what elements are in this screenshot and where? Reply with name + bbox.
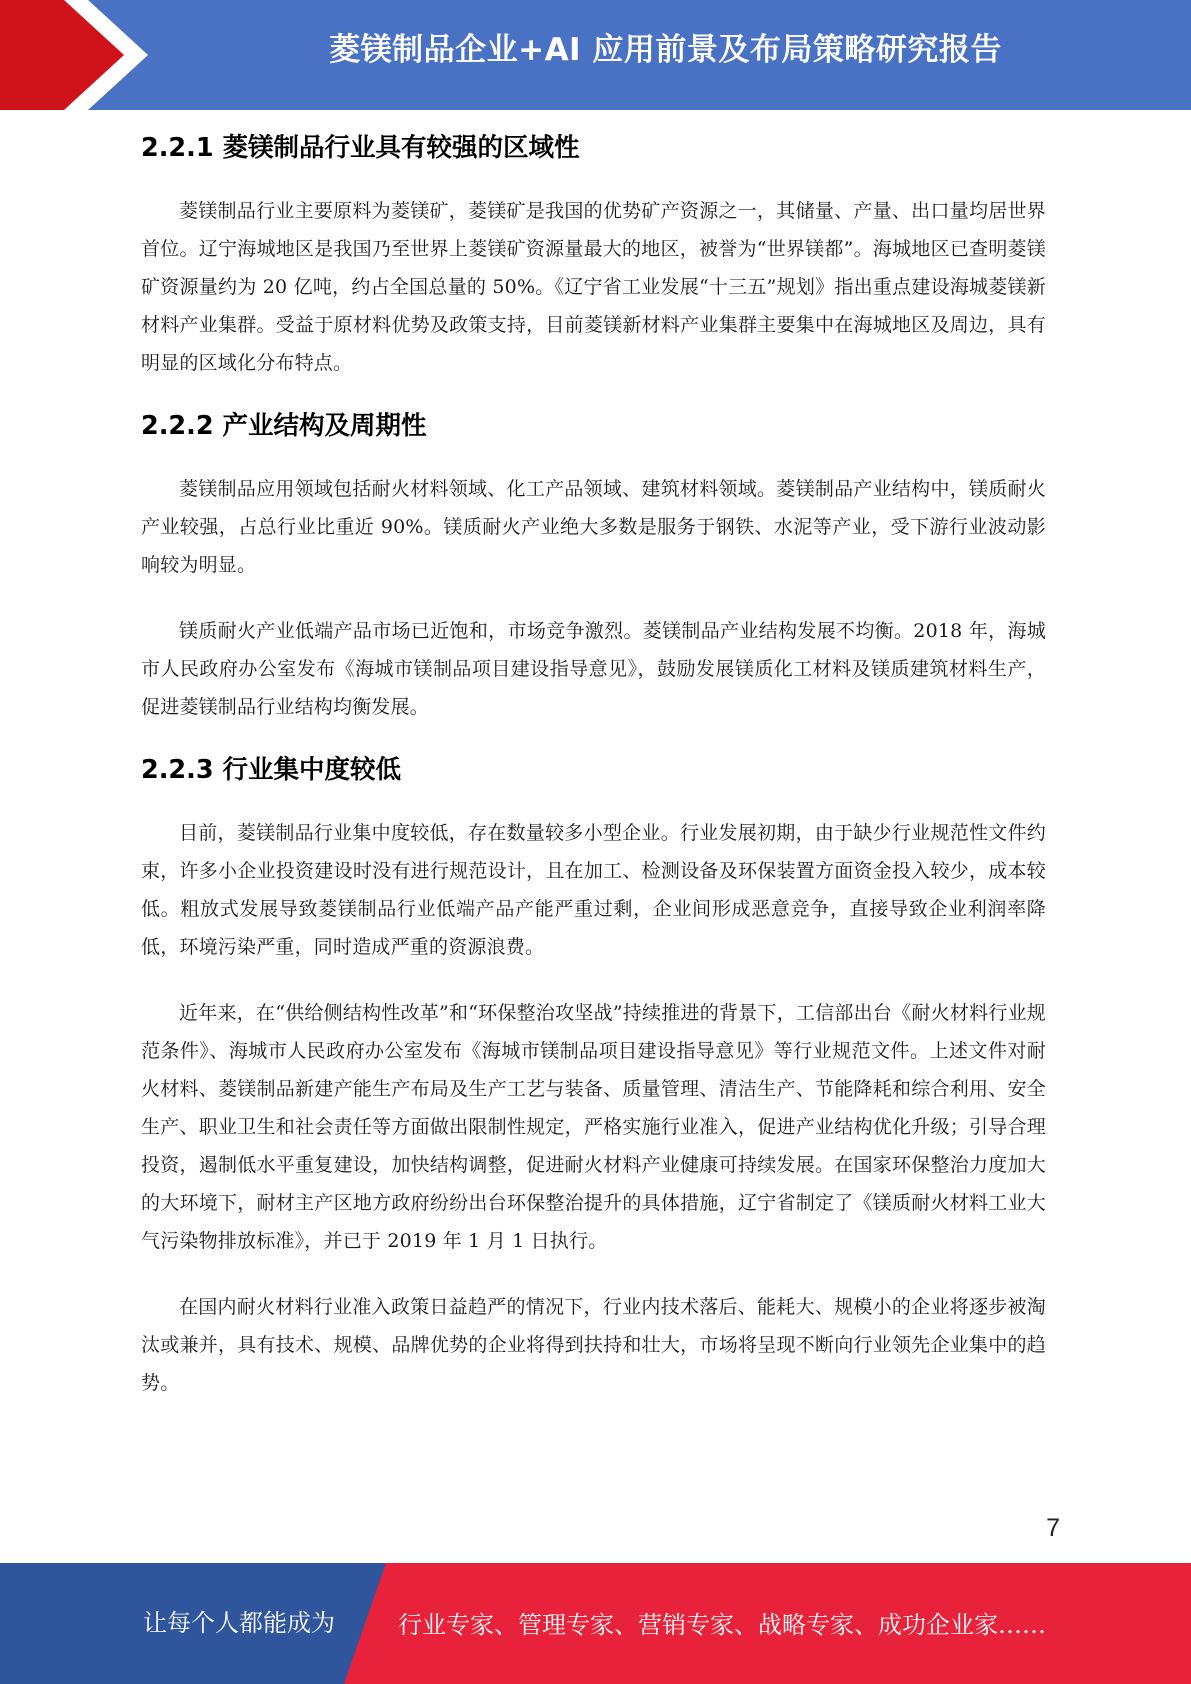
section-heading-2-2-1: 2.2.1 菱镁制品行业具有较强的区域性	[141, 133, 580, 163]
document-body	[141, 128, 1046, 1402]
page-number: 7	[1046, 1514, 1060, 1542]
paragraph: 在国内耐火材料行业准入政策日益趋严的情况下，行业内技术落后、能耗大、规模小的企业将逐步被淘汰或兼并，具有技术、规模、品牌优势的企业将得到扶持和壮大，市场将呈现不断向行业领先企业集中的趋势。	[141, 1296, 1046, 1394]
page-footer	[0, 1563, 1191, 1684]
header-title: 菱镁制品企业+AI 应用前景及布局策略研究报告	[329, 32, 1002, 68]
paragraph: 目前，菱镁制品行业集中度较低，存在数量较多小型企业。行业发展初期，由于缺少行业规范性文件约束，许多小企业投资建设时没有进行规范设计，且在加工、检测设备及环保装置方面资金投入较少，成本较低。粗放式发展导致菱镁制品行业低端产品产能严重过剩，企业间形成恶意竞争，直接导致企业利润率降低，环境污染严重，同时造成严重的资源浪费。	[141, 822, 1046, 958]
section-heading-2-2-2: 2.2.2 产业结构及周期性	[141, 411, 427, 441]
footer-slogan-left: 让每个人都能成为	[143, 1609, 335, 1637]
paragraph: 近年来，在“供给侧结构性改革”和“环保整治攻坚战”持续推进的背景下，工信部出台《耐火材料行业规范条件》、海城市人民政府办公室发布《海城市镁制品项目建设指导意见》等行业规范文件。上述文件对耐火材料、菱镁制品新建产能生产布局及生产工艺与装备、质量管理、清洁生产、节能降耗和综合利用、安全生产、职业卫生和社会责任等方面做出限制性规定，严格实施行业准入，促进产业结构优化升级；引导合理投资，遏制低水平重复建设，加快结构调整，促进耐火材料产业健康可持续发展。在国家环保整治力度加大的大环境下，耐材主产区地方政府纷纷出台环保整治提升的具体措施，辽宁省制定了《镁质耐火材料工业大气污染物排放标准》，并已于 2019 年 1 月 1 日执行。	[141, 1002, 1046, 1252]
section-heading-2-2-3: 2.2.3 行业集中度较低	[141, 755, 401, 785]
paragraph: 菱镁制品行业主要原料为菱镁矿，菱镁矿是我国的优势矿产资源之一，其储量、产量、出口量均居世界首位。辽宁海城地区是我国乃至世界上菱镁矿资源量最大的地区，被誉为“世界镁都”。海城地区已查明菱镁矿资源量约为 20 亿吨，约占全国总量的 50%。《辽宁省工业发展“十三五”规划》指出重点建设海城菱镁新材料产业集群。受益于原材料优势及政策支持，目前菱镁新材料产业集群主要集中在海城地区及周边，具有明显的区域化分布特点。	[141, 200, 1046, 374]
paragraph: 镁质耐火产业低端产品市场已近饱和，市场竞争激烈。菱镁制品产业结构发展不均衡。2018 年，海城市人民政府办公室发布《海城市镁制品项目建设指导意见》，鼓励发展镁质化工材料及镁质建筑材料生产，促进菱镁制品行业结构均衡发展。	[141, 620, 1046, 718]
page-header	[0, 0, 1191, 110]
footer-slogan-right: 行业专家、管理专家、营销专家、战略专家、成功企业家……	[398, 1611, 1046, 1639]
paragraph: 菱镁制品应用领域包括耐火材料领域、化工产品领域、建筑材料领域。菱镁制品产业结构中，镁质耐火产业较强，占总行业比重近 90%。镁质耐火产业绝大多数是服务于钢铁、水泥等产业，受下游行业波动影响较为明显。	[141, 478, 1046, 576]
